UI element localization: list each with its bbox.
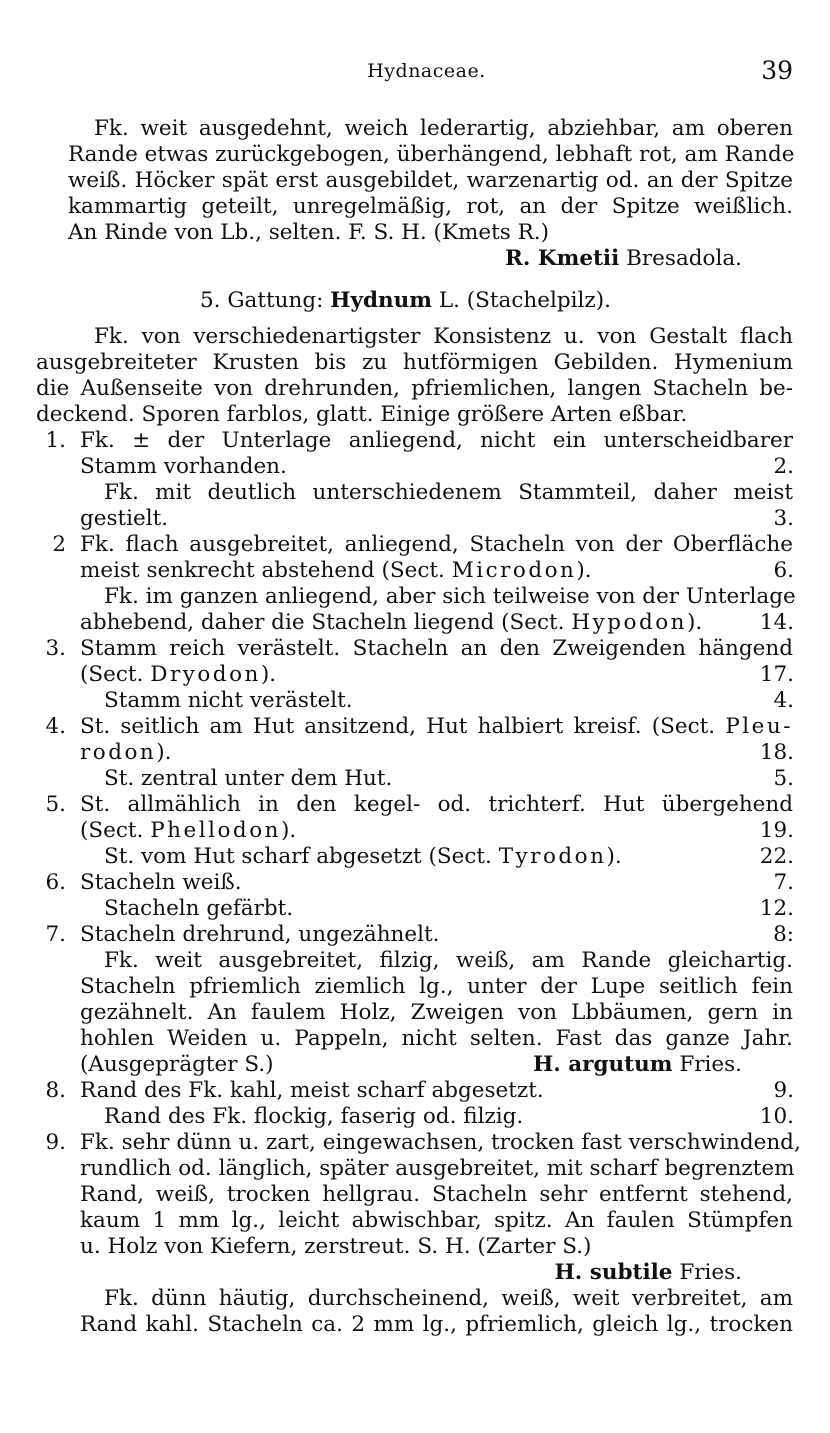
text-line: deckend. Sporen farblos, glatt. Einige größere Arten eßbar.	[36, 402, 688, 427]
text-line: Stacheln drehrund, ungezähnelt.	[80, 922, 440, 947]
key-reference: 14.	[759, 610, 794, 635]
text-segment: (Sect.	[80, 818, 151, 843]
key-reference: 12.	[759, 896, 794, 921]
key-number: 9.	[45, 1130, 66, 1155]
key-number: 4.	[45, 714, 66, 739]
text-segment: St. seitlich am Hut ansitzend, Hut halbiert kreisf. (Sect.	[80, 714, 726, 739]
section-name: Microdon	[451, 558, 577, 583]
species-name: R. Kmetii	[505, 246, 620, 271]
key-number: 2	[52, 532, 66, 557]
genus-name: Hydnum	[330, 288, 433, 313]
text-line: Stacheln gefärbt.	[104, 896, 294, 921]
text-line: gezähnelt. An faulem Holz, Zweigen von Lbbäumen, gern in	[80, 1000, 793, 1025]
section-name: Phellodon	[150, 818, 281, 843]
key-reference: 18.	[759, 740, 794, 765]
key-reference: 6.	[773, 558, 794, 583]
text-segment: (Sect.	[80, 662, 151, 687]
text-line: kammartig geteilt, unregelmäßig, rot, an der Spitze weißlich.	[68, 194, 793, 219]
text-line: Stamm reich verästelt. Stacheln an den Zweigenden hängend	[80, 636, 793, 661]
key-reference: 19.	[759, 818, 794, 843]
key-reference: 8:	[773, 922, 794, 947]
text-line: St. allmählich in den kegel- od. trichterf. Hut übergehend	[80, 792, 793, 817]
species-author: Fries.	[679, 1260, 742, 1285]
text-line: Fk. von verschiedenartigster Konsistenz u. von Gestalt flach	[94, 324, 793, 349]
page-number: 39	[761, 56, 793, 85]
species-name-line	[505, 246, 742, 272]
text-line: Rand, weiß, trocken hellgrau. Stacheln sehr entfernt stehend,	[80, 1182, 793, 1207]
key-number: 6.	[45, 870, 66, 895]
species-name-line	[533, 1052, 742, 1078]
key-number: 1.	[45, 428, 66, 453]
section-name: Pleu-	[725, 714, 793, 739]
text-line	[80, 740, 172, 766]
text-line: Fk. weit ausgedehnt, weich lederartig, abziehbar, am oberen	[94, 116, 793, 141]
text-line: Rand des Fk. flockig, faserig od. filzig.	[104, 1104, 524, 1129]
text-segment: ).	[606, 844, 622, 869]
text-line: Fk. mit deutlich unterschiedenem Stammteil, daher meist	[104, 480, 793, 505]
text-line: Fk. dünn häutig, durchscheinend, weiß, weit verbreitet, am	[104, 1286, 793, 1311]
running-header	[60, 56, 793, 90]
section-name: Dryodon	[150, 662, 261, 687]
section-name: rodon	[80, 740, 157, 765]
species-name: H. argutum	[532, 1052, 673, 1077]
genus-heading-suffix: L. (Stachelpilz).	[432, 288, 611, 313]
genus-heading-prefix: 5. Gattung:	[200, 288, 331, 313]
key-reference: 4.	[773, 688, 794, 713]
text-line: u. Holz von Kiefern, zerstreut. S. H. (Zarter S.)	[80, 1234, 592, 1259]
text-line: hohlen Weiden u. Pappeln, nicht selten. Fast das ganze Jahr.	[80, 1026, 793, 1051]
genus-heading	[200, 288, 611, 314]
section-name: Tyrodon	[498, 844, 607, 869]
text-line: Stacheln pfriemlich ziemlich lg., unter der Lupe seitlich fein	[80, 974, 793, 999]
text-line: Rand des Fk. kahl, meist scharf abgesetzt.	[80, 1078, 544, 1103]
text-line: St. zentral unter dem Hut.	[104, 766, 393, 791]
text-line: An Rinde von Lb., selten. F. S. H. (Kmets R.)	[68, 220, 550, 245]
text-line: rundlich od. länglich, später ausgebreitet, mit scharf begrenztem	[80, 1156, 795, 1181]
text-line: gestielt.	[80, 506, 169, 531]
species-author: Fries.	[679, 1052, 742, 1077]
text-line: weiß. Höcker spät erst ausgebildet, warzenartig od. an der Spitze	[68, 168, 793, 193]
text-segment: ).	[281, 818, 297, 843]
text-segment: abhebend, daher die Stacheln liegend (Sect.	[80, 610, 572, 635]
key-reference: 22.	[759, 844, 794, 869]
text-line	[80, 610, 702, 636]
key-number: 3.	[45, 636, 66, 661]
text-segment: St. vom Hut scharf abgesetzt (Sect.	[104, 844, 499, 869]
species-name-line	[554, 1260, 742, 1286]
text-segment: meist senkrecht abstehend (Sect.	[80, 558, 452, 583]
text-line: (Ausgeprägter S.)	[80, 1052, 274, 1077]
text-line: Rand kahl. Stacheln ca. 2 mm lg., pfriemlich, gleich lg., trocken	[80, 1312, 793, 1337]
text-line	[80, 662, 276, 688]
section-name: Hypodon	[571, 610, 688, 635]
text-line: Fk. flach ausgebreitet, anliegend, Stacheln von der Oberfläche	[80, 532, 793, 557]
species-name: H. subtile	[554, 1260, 673, 1285]
text-line: die Außenseite von drehrunden, pfriemlichen, langen Stacheln be-	[36, 376, 793, 401]
text-line	[80, 558, 592, 584]
text-line: Fk. ± der Unterlage anliegend, nicht ein unterscheidbarer	[80, 428, 793, 453]
key-reference: 2.	[773, 454, 794, 479]
text-line	[104, 844, 622, 870]
key-number: 7.	[45, 922, 66, 947]
key-number: 8.	[45, 1078, 66, 1103]
text-segment: ).	[687, 610, 703, 635]
running-title: Hydnaceae.	[367, 60, 486, 82]
species-author: Bresadola.	[626, 246, 742, 271]
text-line: Rande etwas zurückgebogen, überhängend, lebhaft rot, am Rande	[68, 142, 795, 167]
text-line: Fk. im ganzen anliegend, aber sich teilweise von der Unterlage	[104, 584, 796, 609]
key-reference: 3.	[773, 506, 794, 531]
text-line	[80, 818, 296, 844]
text-line: Stacheln weiß.	[80, 870, 242, 895]
key-number: 5.	[45, 792, 66, 817]
text-line	[80, 714, 793, 740]
text-line: Fk. sehr dünn u. zart, eingewachsen, trocken fast verschwindend,	[80, 1130, 801, 1155]
text-segment: ).	[576, 558, 592, 583]
key-reference: 7.	[773, 870, 794, 895]
text-segment: ).	[156, 740, 172, 765]
key-reference: 5.	[773, 766, 794, 791]
text-line: kaum 1 mm lg., leicht abwischbar, spitz. An faulen Stümpfen	[80, 1208, 793, 1233]
key-reference: 17.	[759, 662, 794, 687]
text-line: ausgebreiteter Krusten bis zu hutförmigen Gebilden. Hymenium	[36, 350, 793, 375]
text-line: Stamm nicht verästelt.	[104, 688, 353, 713]
key-reference: 9.	[773, 1078, 794, 1103]
text-line: Stamm vorhanden.	[80, 454, 287, 479]
text-line: Fk. weit ausgebreitet, filzig, weiß, am Rande gleichartig.	[104, 948, 793, 973]
key-reference: 10.	[759, 1104, 794, 1129]
text-segment: ).	[260, 662, 277, 687]
